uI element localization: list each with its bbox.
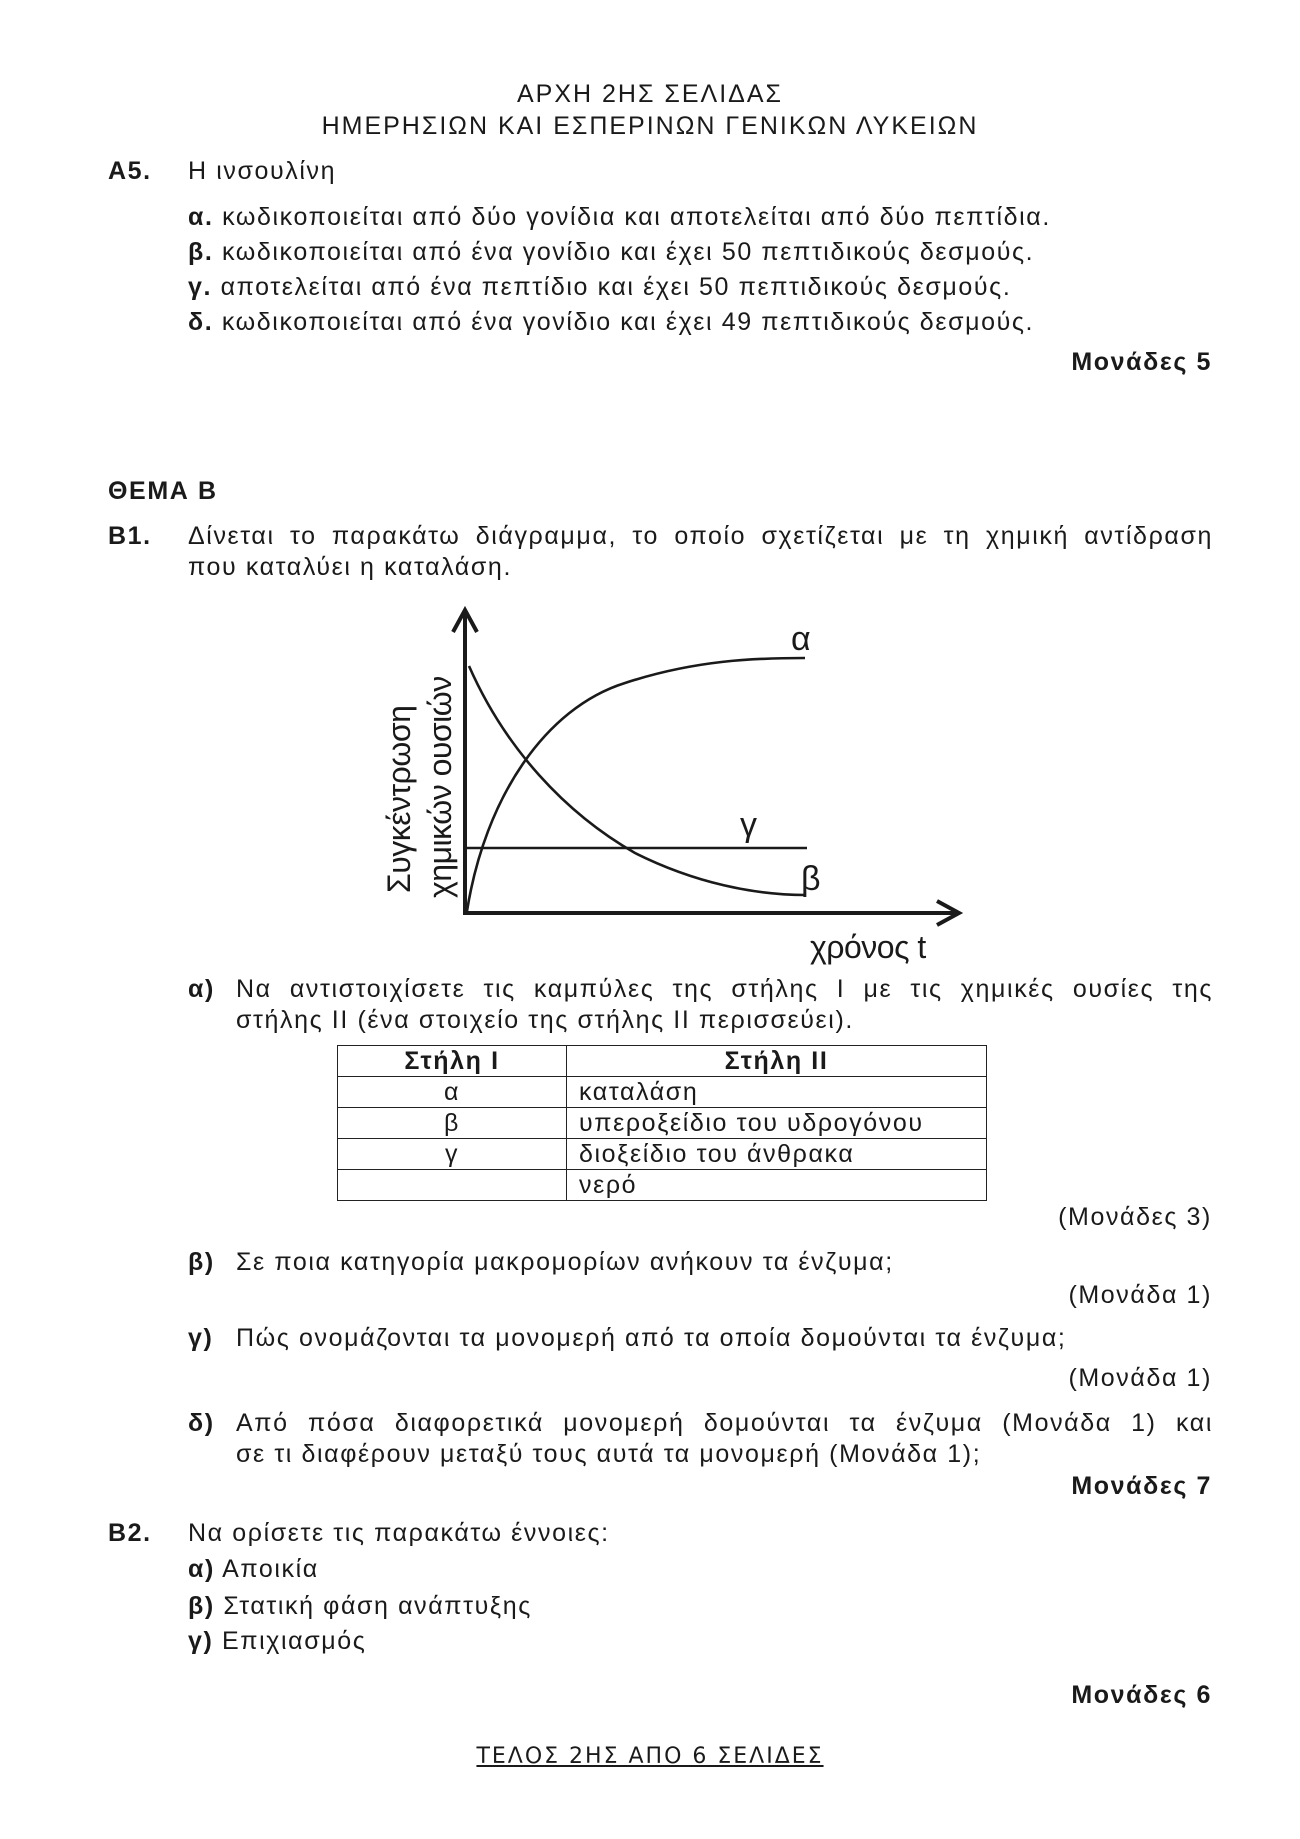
b2-intro: Να ορίσετε τις παρακάτω έννοιες: [188,1519,610,1547]
points-b1-c: (Μονάδα 1) [1068,1364,1212,1392]
curve-label-alpha: α [791,620,811,658]
question-number-b2: Β2. [108,1519,152,1547]
table-row [338,1108,987,1139]
option-letter: α. [188,203,214,231]
curve-label-gamma: γ [740,806,757,844]
subquestion-letter-a: α) [188,975,215,1003]
table-row [338,1077,987,1108]
option-text: κωδικοποιείται από ένα γονίδιο και έχει 49 πεπτιδικούς δεσμούς. [221,308,1035,336]
table-cell: γ [338,1139,567,1170]
points-b1-a: (Μονάδες 3) [1058,1203,1212,1231]
item-text: Αποικία [222,1555,319,1583]
b1-intro-line1: Δίνεται το παρακάτω διάγραμμα, το οποίο σχετίζεται με τη χημική αντίδραση [188,522,1213,550]
matching-table [337,1045,987,1201]
b1-intro-line2: που καταλύει η καταλάση. [188,553,512,581]
option-text: αποτελείται από ένα πεπτίδιο και έχει 50 πεπτιδικούς δεσμούς. [220,273,1012,301]
item-text: Επιχιασμός [221,1627,367,1655]
subquestion-a-line2: στήλης ΙΙ (ένα στοιχείο της στήλης ΙΙ περισσεύει). [236,1006,854,1034]
concentration-time-diagram [375,598,975,968]
points-b1-b: (Μονάδα 1) [1068,1281,1212,1309]
question-stem-a5: Η ινσουλίνη [188,157,337,185]
table-header-column-2: Στήλη ΙΙ [567,1046,987,1077]
option-text: κωδικοποιείται από δύο γονίδια και αποτελείται από δύο πεπτίδια. [222,203,1051,231]
option-letter: β. [188,238,214,266]
table-cell: β [338,1108,567,1139]
x-axis-label: χρόνος t [810,929,926,965]
curve-label-beta: β [801,860,821,898]
page-footer: ΤΕΛΟΣ 2ΗΣ ΑΠΟ 6 ΣΕΛΙΔΕΣ [476,1744,824,1769]
points-a5: Μονάδες 5 [1071,348,1212,376]
question-number-b1: Β1. [108,522,152,550]
y-axis-label-line2: χημικών ουσιών [422,676,458,898]
option-a [188,203,1051,232]
subquestion-d-line2: σε τι διαφέρουν μεταξύ τους αυτά τα μονομερή (Μονάδα 1); [236,1440,982,1468]
item-letter: α) [188,1555,215,1583]
subquestion-letter-d: δ) [188,1409,215,1437]
table-cell: υπεροξείδιο του υδρογόνου [567,1108,987,1139]
item-letter: β) [188,1592,215,1620]
item-letter: γ) [188,1627,214,1655]
item-text: Στατική φάση ανάπτυξης [223,1592,532,1620]
subquestion-d-line1: Από πόσα διαφορετικά μονομερή δομούνται τα ένζυμα (Μονάδα 1) και [236,1409,1213,1437]
b2-item-c [188,1627,366,1656]
table-row [338,1139,987,1170]
table-cell: καταλάση [567,1077,987,1108]
table-header-row [338,1046,987,1077]
b2-item-a [188,1555,319,1584]
subquestion-c-text: Πώς ονομάζονται τα μονομερή από τα οποία δομούνται τα ένζυμα; [236,1324,1067,1352]
points-b1: Μονάδες 7 [1071,1472,1212,1500]
question-number-a5: Α5. [108,157,152,185]
b2-item-b [188,1592,532,1621]
table-row [338,1170,987,1201]
table-cell: νερό [567,1170,987,1201]
option-letter: γ. [188,273,213,301]
table-header-column-1: Στήλη Ι [338,1046,567,1077]
curve-beta [469,666,805,895]
option-b [188,238,1034,267]
y-axis-label-line1: Συγκέντρωση [381,705,417,893]
option-c [188,273,1011,302]
subquestion-letter-b: β) [188,1248,215,1276]
page-header-line2: ΗΜΕΡΗΣΙΩΝ ΚΑΙ ΕΣΠΕΡΙΝΩΝ ΓΕΝΙΚΩΝ ΛΥΚΕΙΩΝ [321,112,979,140]
table-cell: διοξείδιο του άνθρακα [567,1139,987,1170]
table-cell: α [338,1077,567,1108]
table-cell [338,1170,567,1201]
page-header-line1: ΑΡΧΗ 2ΗΣ ΣΕΛΙΔΑΣ [517,80,783,108]
curve-alpha [467,658,805,911]
points-b2: Μονάδες 6 [1071,1681,1212,1709]
subquestion-b-text: Σε ποια κατηγορία μακρομορίων ανήκουν τα ένζυμα; [236,1248,894,1276]
option-letter: δ. [188,308,214,336]
subquestion-a-line1: Να αντιστοιχίσετε τις καμπύλες της στήλης Ι με τις χημικές ουσίες της [236,975,1213,1003]
subquestion-letter-c: γ) [188,1324,214,1352]
option-text: κωδικοποιείται από ένα γονίδιο και έχει 50 πεπτιδικούς δεσμούς. [221,238,1035,266]
option-d [188,308,1034,337]
section-title-theme-b: ΘΕΜΑ Β [108,477,218,505]
